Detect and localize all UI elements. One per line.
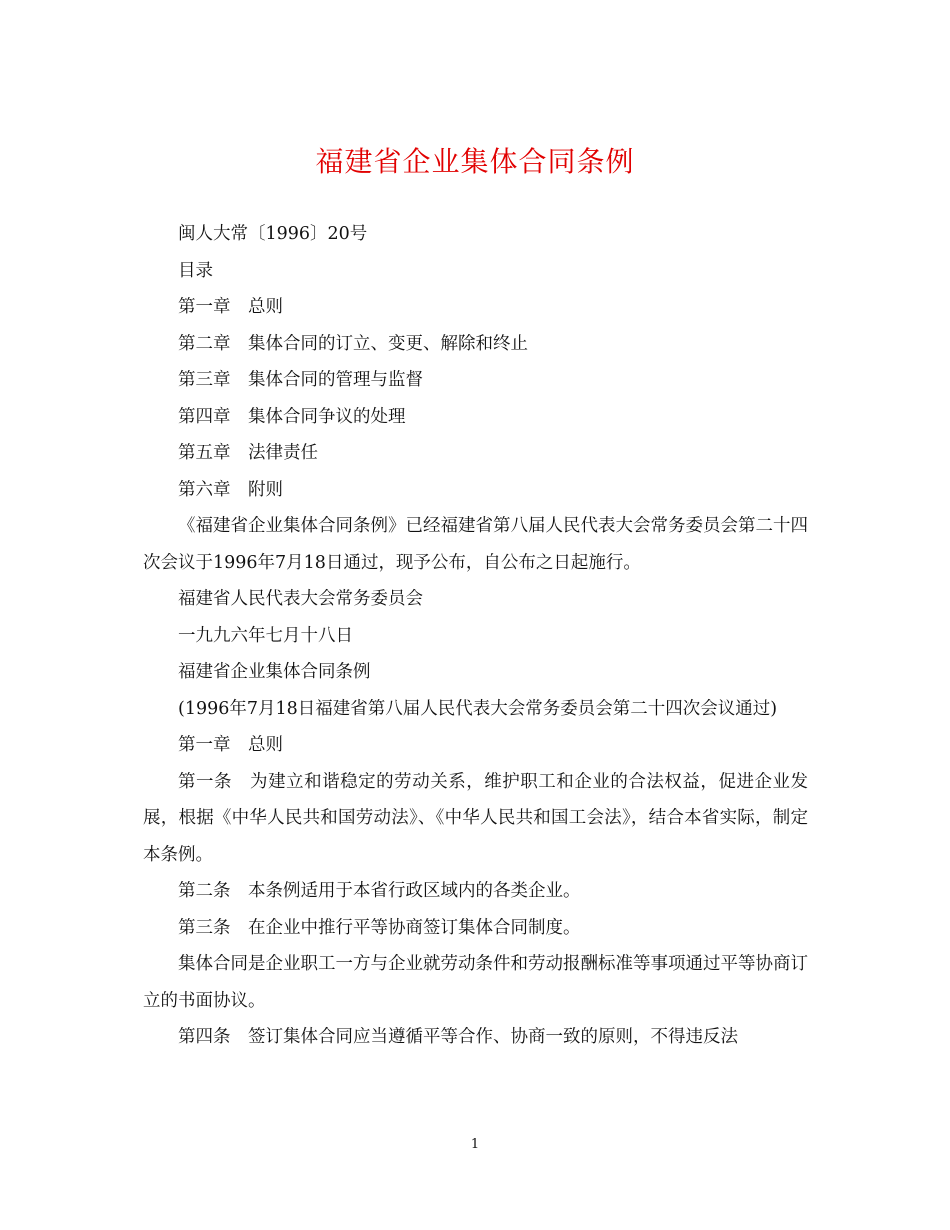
toc-item-chapter-5: 第五章 法律责任	[178, 443, 318, 463]
issue-date: 一九九六年七月十八日	[178, 625, 353, 646]
article-1: 第一条 为建立和谐稳定的劳动关系，维护职工和企业的合法权益，促进企业发展，根据《中华人民共和国劳动法》、《中华人民共和国工会法》，结合本省实际，制定本条例。	[143, 771, 808, 865]
article-2: 第二条 本条例适用于本省行政区域内的各类企业。	[178, 881, 581, 901]
document-body	[143, 216, 808, 1056]
promulgation-notice: 《福建省企业集体合同条例》已经福建省第八届人民代表大会常务委员会第二十四次会议于1996年7月18日通过，现予公布，自公布之日起施行。	[143, 516, 808, 573]
toc-item-chapter-6: 第六章 附则	[178, 479, 283, 500]
toc-item-chapter-4: 第四章 集体合同争议的处理	[178, 406, 406, 427]
adoption-note: (1996年7月18日福建省第八届人民代表大会常务委员会第二十四次会议通过)	[178, 698, 778, 719]
toc-item-chapter-3: 第三章 集体合同的管理与监督	[178, 370, 423, 390]
document-title: 福建省企业集体合同条例	[315, 145, 635, 178]
toc-item-chapter-2: 第二章 集体合同的订立、变更、解除和终止	[178, 333, 528, 354]
article-4: 第四条 签订集体合同应当遵循平等合作、协商一致的原则，不得违反法	[178, 1027, 738, 1047]
toc-heading: 目录	[178, 260, 213, 281]
issuing-authority: 福建省人民代表大会常务委员会	[178, 589, 423, 609]
document-number: 闽人大常〔1996〕20号	[178, 224, 368, 244]
toc-item-chapter-1: 第一章 总则	[178, 297, 283, 317]
chapter-heading: 第一章 总则	[178, 735, 283, 755]
regulation-title: 福建省企业集体合同条例	[178, 662, 371, 682]
article-3: 第三条 在企业中推行平等协商签订集体合同制度。	[178, 917, 581, 938]
article-3-definition: 集体合同是企业职工一方与企业就劳动条件和劳动报酬标准等事项通过平等协商订立的书面协议。	[143, 954, 808, 1011]
page-number: 1	[470, 1137, 480, 1152]
